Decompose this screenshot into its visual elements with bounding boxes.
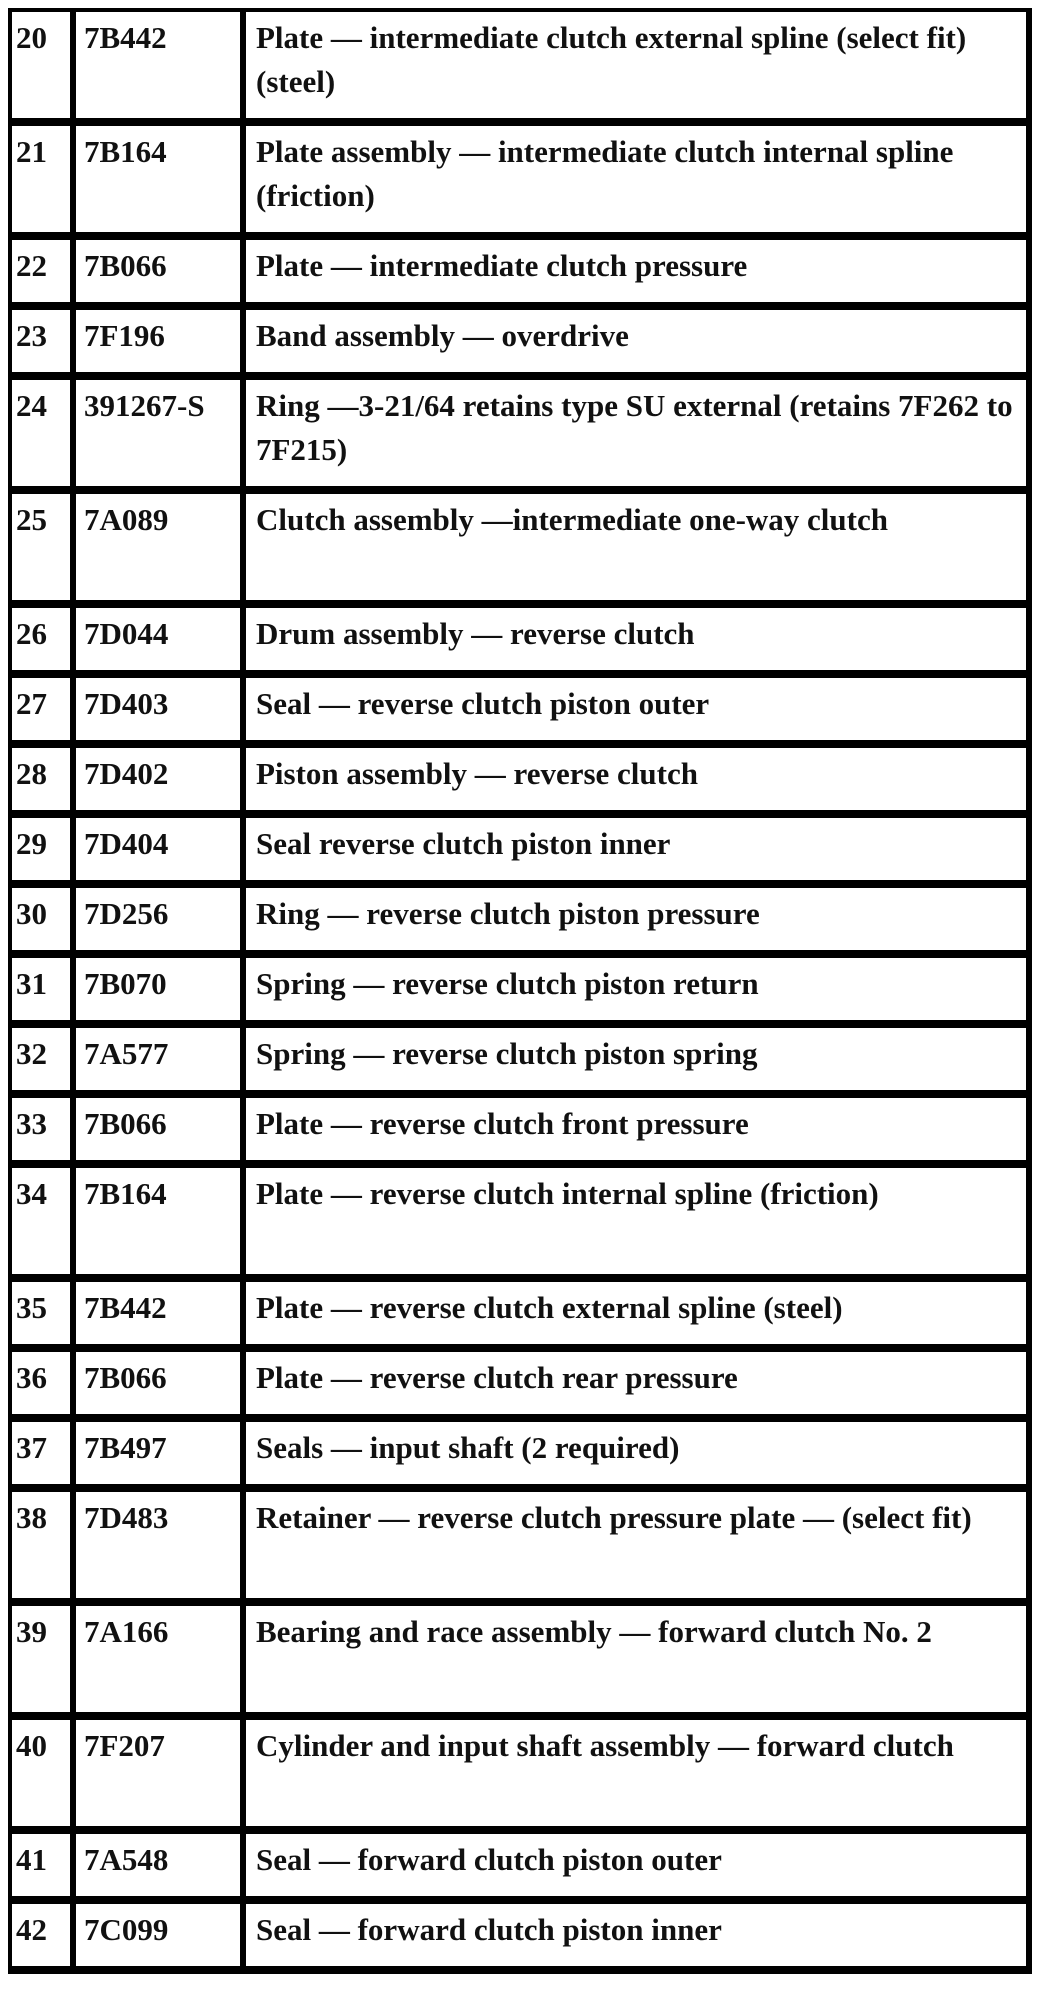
description-cell: Spring — reverse clutch piston spring [246, 1028, 1032, 1098]
item-number-cell: 41 [12, 1834, 76, 1904]
item-number-cell: 37 [12, 1422, 76, 1492]
table-row [12, 494, 1032, 608]
description-cell: Seal reverse clutch piston inner [246, 818, 1032, 888]
description-cell: Seal — forward clutch piston outer [246, 1834, 1032, 1904]
description-cell: Seal — reverse clutch piston outer [246, 678, 1032, 748]
table-row [12, 1834, 1032, 1904]
table-row [12, 126, 1032, 240]
description-cell: Cylinder and input shaft assembly — forward clutch [246, 1720, 1032, 1834]
item-number-cell: 20 [12, 12, 76, 126]
table-row [12, 1720, 1032, 1834]
description-cell: Band assembly — overdrive [246, 310, 1032, 380]
table-row [12, 748, 1032, 818]
table-row [12, 958, 1032, 1028]
part-number-cell: 7B164 [76, 126, 246, 240]
parts-table [8, 8, 1032, 1974]
description-cell: Ring —3-21/64 retains type SU external (retains 7F262 to 7F215) [246, 380, 1032, 494]
item-number-cell: 38 [12, 1492, 76, 1606]
part-number-cell: 7B066 [76, 1352, 246, 1422]
part-number-cell: 7D483 [76, 1492, 246, 1606]
item-number-cell: 29 [12, 818, 76, 888]
description-cell: Plate — intermediate clutch external spline (select fit) (steel) [246, 12, 1032, 126]
description-cell: Plate assembly — intermediate clutch internal spline (friction) [246, 126, 1032, 240]
table-row [12, 888, 1032, 958]
item-number-cell: 35 [12, 1282, 76, 1352]
parts-table-body [12, 12, 1032, 1974]
description-cell: Spring — reverse clutch piston return [246, 958, 1032, 1028]
table-row [12, 12, 1032, 126]
description-cell: Seals — input shaft (2 required) [246, 1422, 1032, 1492]
part-number-cell: 7B442 [76, 1282, 246, 1352]
table-row [12, 380, 1032, 494]
part-number-cell: 7B066 [76, 1098, 246, 1168]
item-number-cell: 27 [12, 678, 76, 748]
table-row [12, 1492, 1032, 1606]
description-cell: Retainer — reverse clutch pressure plate — (select fit) [246, 1492, 1032, 1606]
description-cell: Piston assembly — reverse clutch [246, 748, 1032, 818]
part-number-cell: 7D404 [76, 818, 246, 888]
part-number-cell: 7D403 [76, 678, 246, 748]
description-cell: Seal — forward clutch piston inner [246, 1904, 1032, 1974]
part-number-cell: 7B497 [76, 1422, 246, 1492]
part-number-cell: 7B070 [76, 958, 246, 1028]
table-row [12, 1352, 1032, 1422]
description-cell: Ring — reverse clutch piston pressure [246, 888, 1032, 958]
item-number-cell: 33 [12, 1098, 76, 1168]
item-number-cell: 24 [12, 380, 76, 494]
table-row [12, 1168, 1032, 1282]
part-number-cell: 7D256 [76, 888, 246, 958]
description-cell: Bearing and race assembly — forward clutch No. 2 [246, 1606, 1032, 1720]
table-row [12, 1098, 1032, 1168]
part-number-cell: 7D044 [76, 608, 246, 678]
part-number-cell: 7A089 [76, 494, 246, 608]
table-row [12, 1606, 1032, 1720]
table-row [12, 678, 1032, 748]
description-cell: Clutch assembly —intermediate one-way clutch [246, 494, 1032, 608]
part-number-cell: 7D402 [76, 748, 246, 818]
item-number-cell: 28 [12, 748, 76, 818]
description-cell: Plate — reverse clutch rear pressure [246, 1352, 1032, 1422]
item-number-cell: 21 [12, 126, 76, 240]
item-number-cell: 39 [12, 1606, 76, 1720]
item-number-cell: 26 [12, 608, 76, 678]
part-number-cell: 7B442 [76, 12, 246, 126]
item-number-cell: 34 [12, 1168, 76, 1282]
description-cell: Plate — reverse clutch external spline (steel) [246, 1282, 1032, 1352]
table-row [12, 1422, 1032, 1492]
table-row [12, 1282, 1032, 1352]
item-number-cell: 36 [12, 1352, 76, 1422]
table-row [12, 240, 1032, 310]
item-number-cell: 22 [12, 240, 76, 310]
part-number-cell: 7B164 [76, 1168, 246, 1282]
item-number-cell: 40 [12, 1720, 76, 1834]
part-number-cell: 7B066 [76, 240, 246, 310]
item-number-cell: 31 [12, 958, 76, 1028]
table-row [12, 310, 1032, 380]
part-number-cell: 7F207 [76, 1720, 246, 1834]
part-number-cell: 7A548 [76, 1834, 246, 1904]
description-cell: Drum assembly — reverse clutch [246, 608, 1032, 678]
part-number-cell: 7C099 [76, 1904, 246, 1974]
part-number-cell: 391267-S [76, 380, 246, 494]
table-row [12, 608, 1032, 678]
item-number-cell: 32 [12, 1028, 76, 1098]
part-number-cell: 7F196 [76, 310, 246, 380]
item-number-cell: 23 [12, 310, 76, 380]
item-number-cell: 25 [12, 494, 76, 608]
table-row [12, 818, 1032, 888]
table-row [12, 1904, 1032, 1974]
item-number-cell: 30 [12, 888, 76, 958]
part-number-cell: 7A577 [76, 1028, 246, 1098]
item-number-cell: 42 [12, 1904, 76, 1974]
description-cell: Plate — intermediate clutch pressure [246, 240, 1032, 310]
description-cell: Plate — reverse clutch front pressure [246, 1098, 1032, 1168]
part-number-cell: 7A166 [76, 1606, 246, 1720]
description-cell: Plate — reverse clutch internal spline (friction) [246, 1168, 1032, 1282]
table-row [12, 1028, 1032, 1098]
